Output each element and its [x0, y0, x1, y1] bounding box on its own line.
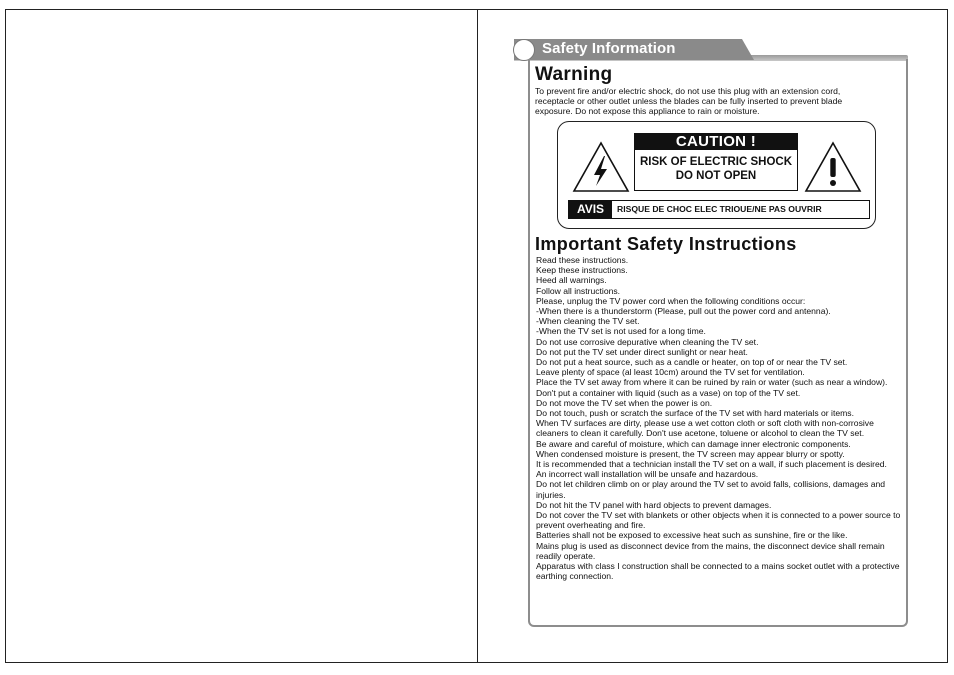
instruction-item: When TV surfaces are dirty, please use a wet cotton cloth or soft cloth with non-corrosive cleaners to clean it carefully. Don't use acetone, toluene or alcohol to clean the TV set.	[536, 418, 874, 439]
section-tab-circle	[513, 39, 535, 61]
exclamation-triangle-icon	[804, 140, 862, 194]
instruction-item: Do not let children climb on or play around the TV set to avoid falls, collisions, damages and injuries.	[536, 479, 886, 500]
instruction-item: It is recommended that a technician install the TV set on a wall, if such placement is desired.	[536, 459, 887, 470]
lightning-triangle-icon	[572, 140, 630, 194]
instruction-item: Do not cover the TV set with blankets or other objects when it is connected to a power source to prevent overheating and fire.	[536, 510, 901, 531]
page-spine-divider	[477, 9, 478, 663]
instruction-item: Leave plenty of space (al least 10cm) around the TV set for ventilation.	[536, 367, 805, 378]
instruction-item: Do not move the TV set when the power is on.	[536, 397, 713, 408]
instruction-item: Do not put a heat source, such as a candle or heater, on top of or near the TV set.	[536, 357, 848, 368]
instruction-item: Place the TV set away from where it can be ruined by rain or water (such as near a window).	[536, 377, 888, 388]
avis-tag: AVIS	[569, 201, 612, 218]
instructions-heading: Important Safety Instructions	[535, 234, 797, 254]
caution-body	[634, 150, 798, 191]
instruction-item: -When the TV set is not used for a long time.	[536, 326, 706, 337]
instruction-item: Do not hit the TV panel with hard objects to prevent damages.	[536, 499, 772, 510]
instruction-item: Don't put a container with liquid (such as a vase) on top of the TV set.	[536, 387, 801, 398]
caution-heading: CAUTION !	[634, 133, 798, 150]
section-title: Safety Information	[542, 40, 676, 57]
instruction-item: Keep these instructions.	[536, 265, 628, 276]
instruction-item: -When cleaning the TV set.	[536, 316, 640, 327]
instruction-item: Do not use corrosive depurative when cleaning the TV set.	[536, 336, 759, 347]
warning-text: To prevent fire and/or electric shock, do not use this plug with an extension cord, receptacle or other outlet unless the blades can be fully inserted to prevent blade exposure. Do not expose this appliance to rain or moisture.	[535, 86, 843, 117]
instruction-item: Do not touch, push or scratch the surface of the TV set with hard materials or items.	[536, 408, 854, 419]
avis-bar	[568, 200, 870, 219]
instruction-item: Mains plug is used as disconnect device from the mains, the disconnect device shall remain readily operate.	[536, 540, 885, 561]
instruction-item: Follow all instructions.	[536, 285, 621, 296]
caution-line-2: DO NOT OPEN	[675, 170, 757, 182]
instruction-item: Apparatus with class I construction shall be connected to a mains socket outlet with a protective earthing connection.	[536, 561, 900, 582]
instruction-item: Be aware and careful of moisture, which can damage inner electronic components.	[536, 438, 851, 449]
instructions-list	[536, 255, 902, 582]
instruction-item: -When there is a thunderstorm (Please, pull out the power cord and antenna).	[536, 306, 831, 317]
instruction-item: When condensed moisture is present, the TV screen may appear blurry or spotty.	[536, 448, 845, 459]
instruction-item: Please, unplug the TV power cord when the following conditions occur:	[536, 295, 806, 306]
instruction-item: Batteries shall not be exposed to excessive heat such as sunshine, fire or the like.	[536, 530, 848, 541]
instruction-item: Do not put the TV set under direct sunlight or near heat.	[536, 346, 748, 357]
instruction-item: An incorrect wall installation will be unsafe and hazardous.	[536, 469, 759, 480]
warning-heading: Warning	[535, 64, 613, 85]
instruction-item: Heed all warnings.	[536, 275, 607, 286]
instruction-item: Read these instructions.	[536, 255, 629, 265]
caution-line-1: RISK OF ELECTRIC SHOCK	[639, 156, 793, 168]
avis-text: RISQUE DE CHOC ELEC TRIOUE/NE PAS OUVRIR	[617, 204, 822, 214]
